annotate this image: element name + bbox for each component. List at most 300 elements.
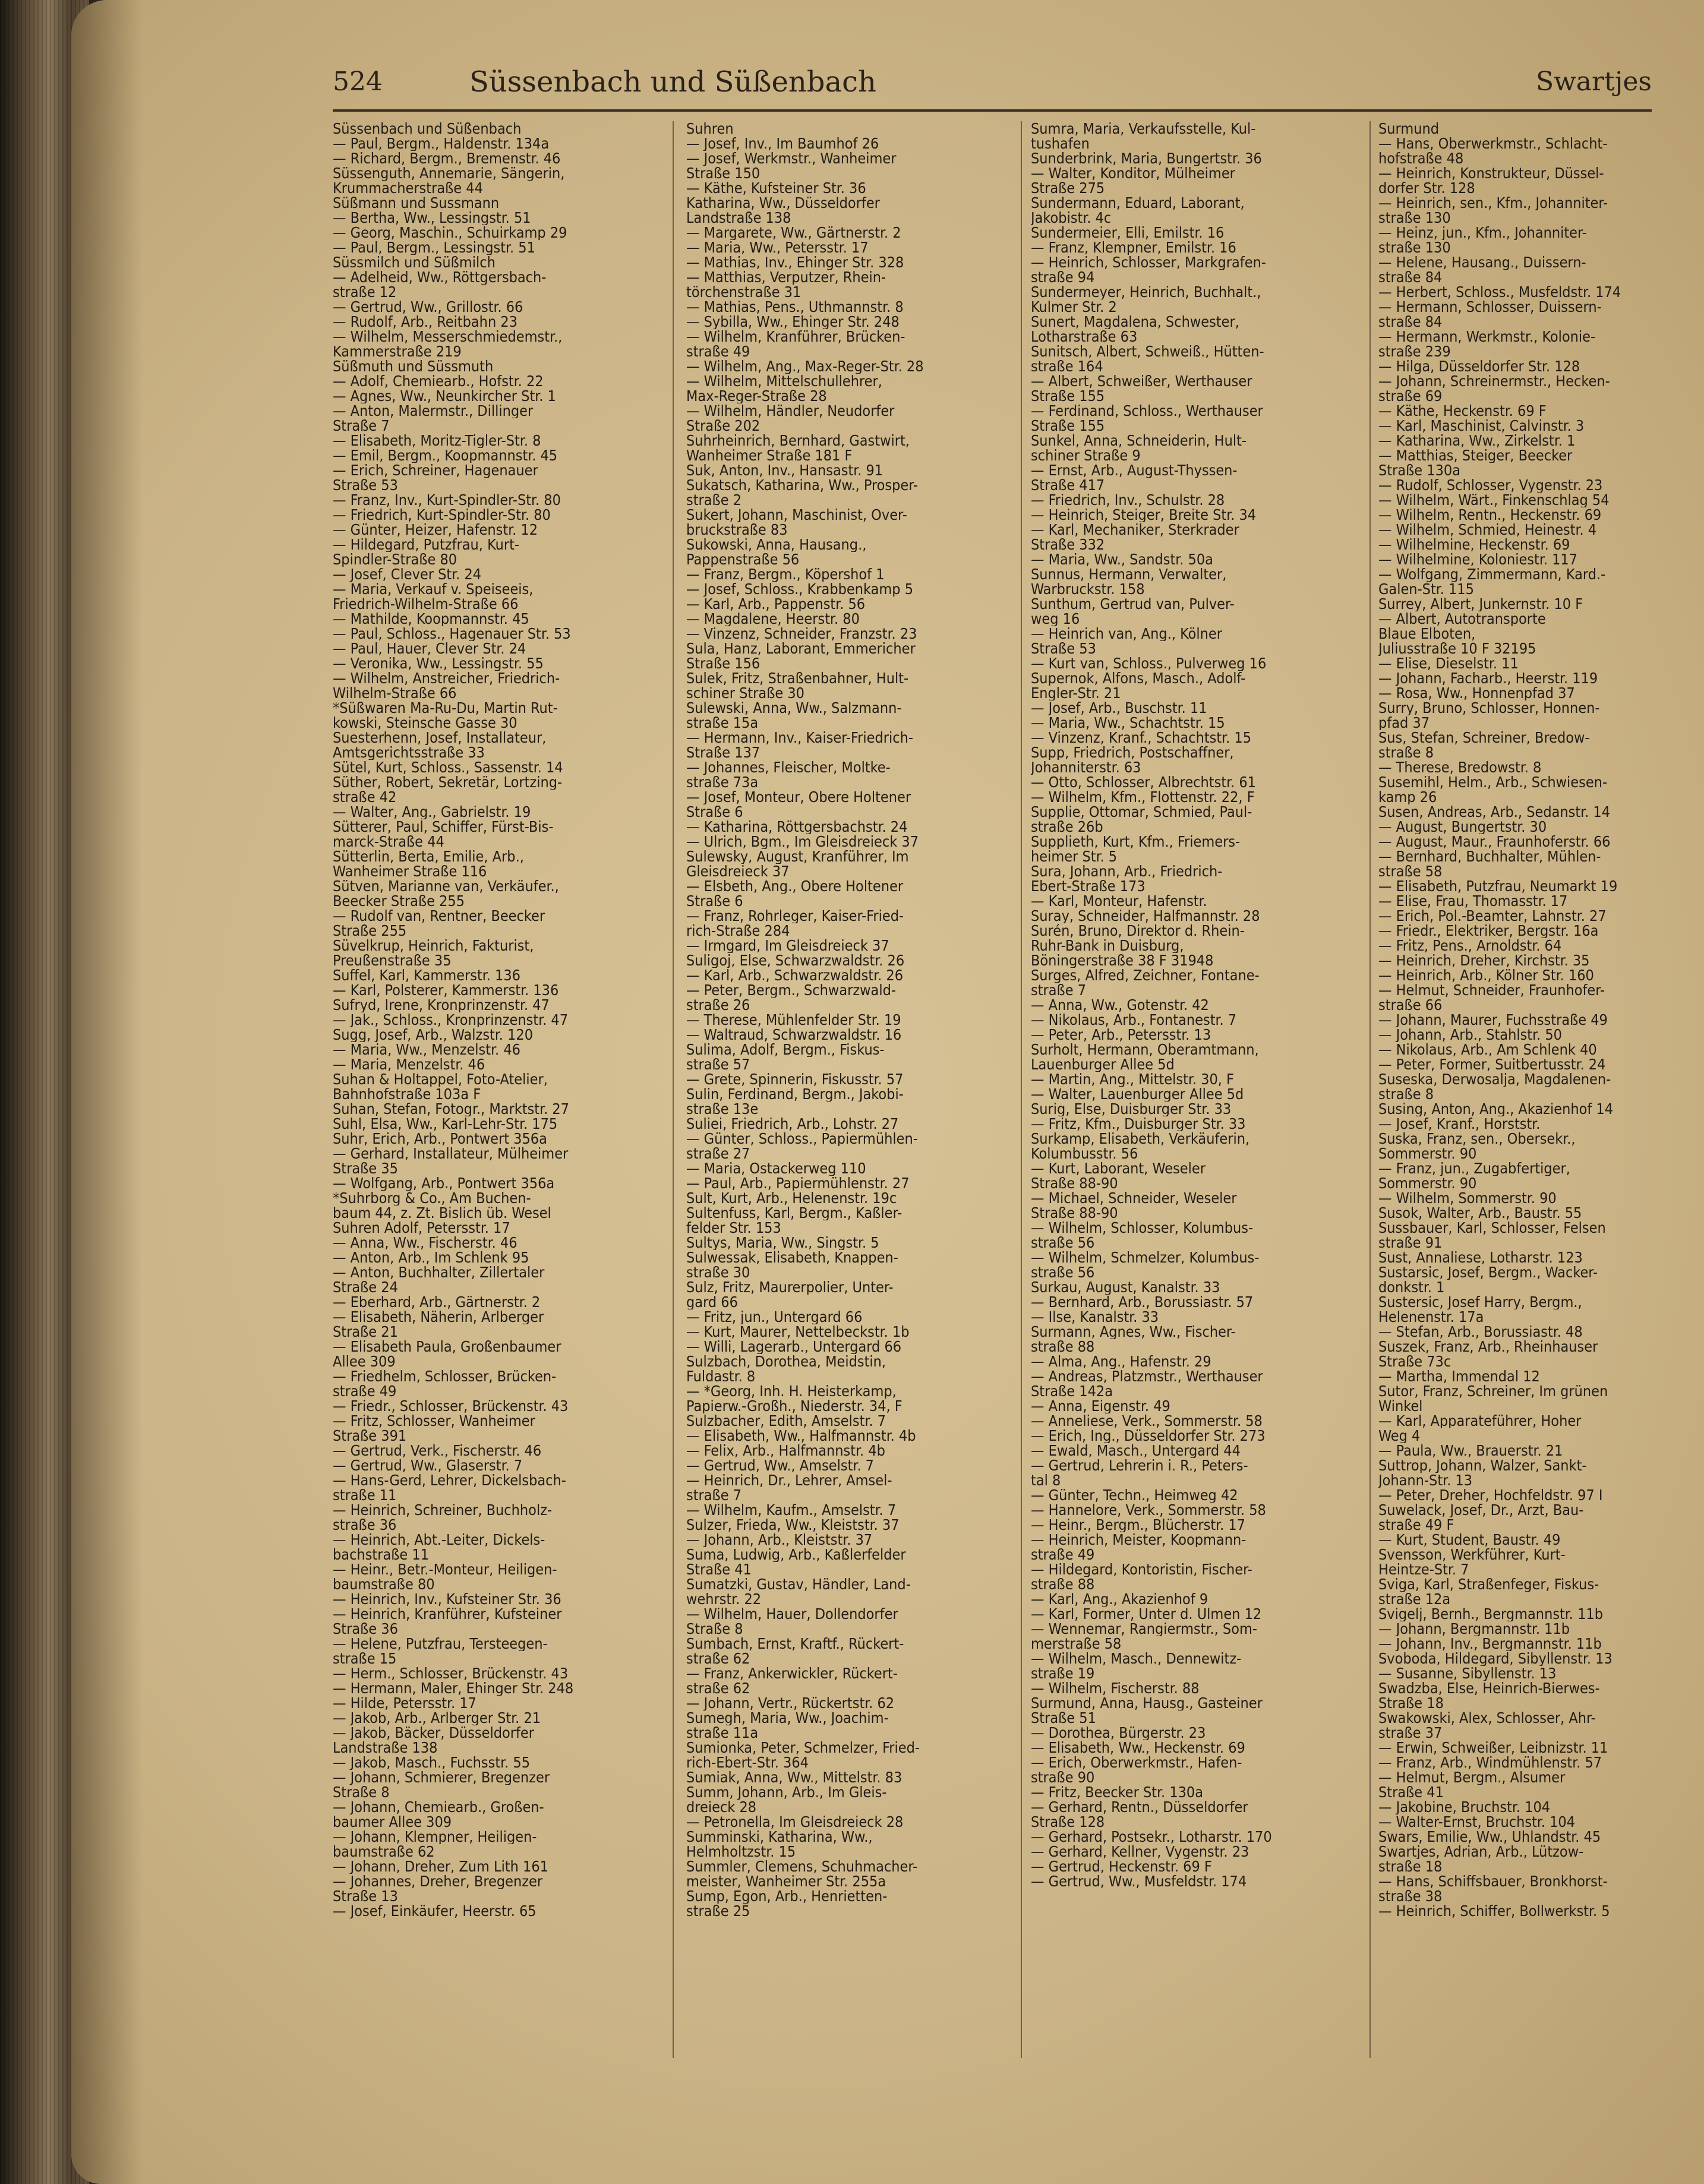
directory-line: straße 18	[1378, 1859, 1443, 1874]
directory-line: Sustarsic, Josef, Bergm., Wacker-	[1378, 1265, 1598, 1280]
directory-line: — Heinrich, Schlosser, Markgrafen-	[1031, 255, 1266, 270]
directory-line: straße 84	[1378, 314, 1443, 329]
directory-line: Jakobistr. 4c	[1031, 210, 1112, 225]
directory-line: Straße 18	[1378, 1696, 1444, 1710]
directory-line: — Anneliese, Verk., Sommerstr. 58	[1031, 1413, 1263, 1428]
directory-line: — *Georg, Inh. H. Heisterkamp,	[686, 1384, 897, 1399]
directory-line: — Wilhelm, Händler, Neudorfer	[686, 403, 895, 418]
directory-line: kamp 26	[1378, 790, 1437, 804]
directory-line: Winkel	[1378, 1399, 1423, 1413]
directory-line: — Albert, Schweißer, Werthauser	[1031, 374, 1252, 389]
directory-line: Preußenstraße 35	[333, 953, 452, 968]
directory-line: — Maria, Verkauf v. Speiseeis,	[333, 582, 534, 597]
directory-line: — Wolfgang, Arb., Pontwert 356a	[333, 1176, 555, 1191]
directory-line: straße 49	[686, 344, 750, 359]
directory-line: baum 44, z. Zt. Bislich üb. Wesel	[333, 1205, 551, 1220]
directory-line: Straße 202	[686, 418, 761, 433]
directory-line: dorfer Str. 128	[1378, 181, 1475, 195]
directory-line: — Bernhard, Arb., Borussiastr. 57	[1031, 1295, 1254, 1309]
directory-line: straße 36	[333, 1517, 397, 1532]
directory-line: straße 73a	[686, 775, 759, 790]
directory-line: Suhren	[686, 121, 734, 136]
directory-line: — Johann, Facharb., Heerstr. 119	[1378, 671, 1598, 686]
directory-line: — Anna, Ww., Gotenstr. 42	[1031, 998, 1209, 1012]
directory-line: — Hans, Oberwerkmstr., Schlacht-	[1378, 136, 1608, 151]
directory-line: — Martha, Immendal 12	[1378, 1369, 1540, 1384]
directory-line: straße 56	[1031, 1235, 1095, 1250]
directory-line: — Maria, Ww., Petersstr. 17	[686, 240, 869, 255]
directory-line: Ruhr-Bank in Duisburg,	[1031, 938, 1184, 953]
directory-line: Helmholtzstr. 15	[686, 1844, 796, 1859]
directory-line: — Georg, Maschin., Schuirkamp 29	[333, 225, 567, 240]
directory-line: marck-Straße 44	[333, 834, 444, 849]
directory-line: straße 8	[1378, 745, 1434, 760]
directory-line: Sviga, Karl, Straßenfeger, Fiskus-	[1378, 1577, 1599, 1592]
directory-line: straße 11a	[686, 1725, 759, 1740]
directory-line: — Hildegard, Kontoristin, Fischer-	[1031, 1562, 1252, 1577]
directory-line: Straße 128	[1031, 1814, 1105, 1829]
directory-line: — Karl, Arb., Pappenstr. 56	[686, 597, 866, 611]
directory-line: — Alma, Ang., Hafenstr. 29	[1031, 1354, 1211, 1369]
directory-line: — Josef, Inv., Im Baumhof 26	[686, 136, 879, 151]
directory-line: *Suhrborg & Co., Am Buchen-	[333, 1191, 531, 1205]
directory-line: — Elisabeth, Putzfrau, Neumarkt 19	[1378, 879, 1618, 894]
directory-line: — Johann, Klempner, Heiligen-	[333, 1829, 537, 1844]
directory-line: Suska, Franz, sen., Obersekr.,	[1378, 1131, 1576, 1146]
directory-line: — Johann, Arb., Stahlstr. 50	[1378, 1027, 1562, 1042]
directory-line: Suhrheinrich, Bernhard, Gastwirt,	[686, 433, 910, 448]
directory-line: — Johann, Schreinermstr., Hecken-	[1378, 374, 1610, 389]
directory-line: Surén, Bruno, Direktor d. Rhein-	[1031, 923, 1245, 938]
directory-line: weg 16	[1031, 611, 1080, 626]
directory-line: Sulzbacher, Edith, Amselstr. 7	[686, 1413, 886, 1428]
directory-line: — Ilse, Kanalstr. 33	[1031, 1309, 1159, 1324]
directory-line: Sunderbrink, Maria, Bungertstr. 36	[1031, 151, 1262, 166]
directory-line: Sütel, Kurt, Schloss., Sassenstr. 14	[333, 760, 563, 775]
directory-line: Suk, Anton, Inv., Hansastr. 91	[686, 463, 883, 478]
directory-line: straße 26	[686, 998, 750, 1012]
directory-line: Suffel, Karl, Kammerstr. 136	[333, 968, 520, 983]
directory-line: Sulek, Fritz, Straßenbahner, Hult-	[686, 671, 909, 686]
directory-line: — Karl, Mechaniker, Sterkrader	[1031, 522, 1239, 537]
directory-line: straße 69	[1378, 389, 1443, 403]
directory-line: Suseska, Derwosalja, Magdalenen-	[1378, 1072, 1611, 1087]
directory-line: Kolumbusstr. 56	[1031, 1146, 1138, 1161]
directory-line: straße 13e	[686, 1102, 759, 1116]
directory-line: — Mathias, Inv., Ehinger Str. 328	[686, 255, 904, 270]
directory-line: — Wilhelm, Hauer, Dollendorfer	[686, 1607, 898, 1621]
directory-line: — Kurt van, Schloss., Pulverweg 16	[1031, 656, 1267, 671]
directory-line: schiner Straße 30	[686, 686, 804, 700]
directory-line: meister, Wanheimer Str. 255a	[686, 1874, 886, 1889]
directory-line: — Matthias, Steiger, Beecker	[1378, 448, 1573, 463]
directory-line: — Sybilla, Ww., Ehinger Str. 248	[686, 314, 900, 329]
directory-line: — Elise, Frau, Thomasstr. 17	[1378, 894, 1568, 908]
directory-line: — Gerhard, Installateur, Mülheimer	[333, 1146, 569, 1161]
directory-line: — Matthias, Verputzer, Rhein-	[686, 270, 886, 285]
directory-line: — Heinrich, Arb., Kölner Str. 160	[1378, 968, 1594, 983]
directory-line: — Walter, Ang., Gabrielstr. 19	[333, 804, 531, 819]
directory-line: — Waltraud, Schwarzwaldstr. 16	[686, 1027, 902, 1042]
directory-line: — Maria, Ww., Sandstr. 50a	[1031, 552, 1213, 567]
directory-line: Sultys, Maria, Ww., Singstr. 5	[686, 1235, 879, 1250]
directory-line: Susing, Anton, Ang., Akazienhof 14	[1378, 1102, 1614, 1116]
directory-line: tal 8	[1031, 1473, 1061, 1488]
directory-line: — Wolfgang, Zimmermann, Kard.-	[1378, 567, 1606, 582]
directory-line: Sultenfuss, Karl, Bergm., Kaßler-	[686, 1205, 903, 1220]
directory-line: — Hermann, Werkmstr., Kolonie-	[1378, 329, 1596, 344]
page-header	[333, 67, 1652, 114]
directory-line: — Wilhelm, Kranführer, Brücken-	[686, 329, 905, 344]
directory-line: — Peter, Former, Suitbertusstr. 24	[1378, 1057, 1606, 1072]
directory-line: — Vinzenz, Schneider, Franzstr. 23	[686, 626, 917, 641]
directory-line: Allee 309	[333, 1354, 396, 1369]
directory-line: — Wilhelm, Kaufm., Amselstr. 7	[686, 1503, 897, 1517]
directory-line: — Erich, Ing., Düsseldorfer Str. 273	[1031, 1428, 1266, 1443]
directory-line: — Kurt, Student, Baustr. 49	[1378, 1532, 1561, 1547]
directory-line: pfad 37	[1378, 715, 1430, 730]
directory-line: — Karl, Monteur, Hafenstr.	[1031, 894, 1207, 908]
directory-line: Sommerstr. 90	[1378, 1176, 1477, 1191]
header-rule	[333, 109, 1652, 112]
directory-line: Summinski, Katharina, Ww.,	[686, 1829, 873, 1844]
directory-line: tushafen	[1031, 136, 1090, 151]
directory-line: schiner Straße 9	[1031, 448, 1141, 463]
directory-line: Straße 155	[1031, 389, 1105, 403]
directory-line: — Peter, Arb., Petersstr. 13	[1031, 1027, 1211, 1042]
directory-line: — Gertrud, Heckenstr. 69 F	[1031, 1859, 1212, 1874]
directory-column-1	[333, 121, 654, 2141]
directory-line: — Bernhard, Buchhalter, Mühlen-	[1378, 849, 1601, 864]
directory-line: straße 94	[1031, 270, 1095, 285]
column-divider	[1369, 121, 1371, 2058]
directory-line: Helenenstr. 17a	[1378, 1309, 1484, 1324]
directory-line: Sütterer, Paul, Schiffer, Fürst-Bis-	[333, 819, 554, 834]
directory-line: — Rudolf, Schlosser, Vygenstr. 23	[1378, 478, 1603, 493]
directory-line: — Wilhelm, Schmelzer, Kolumbus-	[1031, 1250, 1260, 1265]
directory-line: felder Str. 153	[686, 1220, 781, 1235]
directory-line: Süvelkrup, Heinrich, Fakturist,	[333, 938, 534, 953]
directory-line: straße 38	[1378, 1889, 1443, 1904]
directory-line: — Elisabeth, Moritz-Tigler-Str. 8	[333, 433, 541, 448]
directory-line: — Wilhelm, Mittelschullehrer,	[686, 374, 882, 389]
directory-line: — Johann, Arb., Kleiststr. 37	[686, 1532, 873, 1547]
directory-line: baumer Allee 309	[333, 1814, 452, 1829]
directory-line: Spindler-Straße 80	[333, 552, 457, 567]
directory-line: — Magdalene, Heerstr. 80	[686, 611, 860, 626]
directory-line: — Nikolaus, Arb., Fontanestr. 7	[1031, 1012, 1237, 1027]
directory-line: — Karl, Apparateführer, Hoher	[1378, 1413, 1582, 1428]
directory-line: — Felix, Arb., Halfmannstr. 4b	[686, 1443, 885, 1458]
directory-line: Straße 142a	[1031, 1384, 1113, 1399]
directory-line: Sunthum, Gertrud van, Pulver-	[1031, 597, 1235, 611]
directory-line: straße 25	[686, 1904, 750, 1918]
directory-line: — Emil, Bergm., Koopmannstr. 45	[333, 448, 558, 463]
header-catchword: Swartjes	[1535, 67, 1652, 97]
directory-line: straße 26b	[1031, 819, 1103, 834]
directory-line: — Therese, Bredowstr. 8	[1378, 760, 1542, 775]
directory-line: donkstr. 1	[1378, 1280, 1445, 1295]
directory-line: straße 62	[686, 1651, 750, 1666]
directory-line: — Walter, Lauenburger Allee 5d	[1031, 1087, 1244, 1102]
directory-line: Supernok, Alfons, Masch., Adolf-	[1031, 671, 1246, 686]
directory-line: — Gertrud, Verk., Fischerstr. 46	[333, 1443, 542, 1458]
directory-line: Sump, Egon, Arb., Henrietten-	[686, 1889, 888, 1904]
directory-line: — Heinr., Bergm., Blücherstr. 17	[1031, 1517, 1245, 1532]
directory-line: straße 91	[1378, 1235, 1443, 1250]
directory-line: Straße 8	[333, 1785, 390, 1800]
directory-line: Straße 36	[333, 1621, 398, 1636]
directory-line: Surrey, Albert, Junkernstr. 10 F	[1378, 597, 1583, 611]
directory-line: *Süßwaren Ma-Ru-Du, Martin Rut-	[333, 700, 558, 715]
directory-line: — Anna, Ww., Fischerstr. 46	[333, 1235, 517, 1250]
directory-line: — Erich, Oberwerkmstr., Hafen-	[1031, 1755, 1242, 1770]
directory-line: — Heinrich van, Ang., Kölner	[1031, 626, 1222, 641]
directory-line: — Heinrich, Abt.-Leiter, Dickels-	[333, 1532, 545, 1547]
directory-line: Sutor, Franz, Schreiner, Im grünen	[1378, 1384, 1608, 1399]
directory-line: — Heinrich, Meister, Koopmann-	[1031, 1532, 1247, 1547]
directory-line: Fuldastr. 8	[686, 1369, 756, 1384]
directory-line: kowski, Steinsche Gasse 30	[333, 715, 517, 730]
directory-line: Sütven, Marianne van, Verkäufer.,	[333, 879, 559, 894]
directory-line: — Gertrud, Ww., Amselstr. 7	[686, 1458, 874, 1473]
directory-line: Straße 88-90	[1031, 1176, 1118, 1191]
directory-line: — Peter, Bergm., Schwarzwald-	[686, 983, 896, 998]
directory-line: straße 88	[1031, 1577, 1095, 1592]
directory-line: — Josef, Monteur, Obere Holtener	[686, 790, 911, 804]
page-number: 524	[333, 67, 383, 97]
directory-line: — Rudolf, Arb., Reitbahn 23	[333, 314, 517, 329]
directory-line: Krummacherstraße 44	[333, 181, 483, 195]
directory-line: Süßmann und Sussmann	[333, 195, 500, 210]
directory-line: — Martin, Ang., Mittelstr. 30, F	[1031, 1072, 1234, 1087]
directory-line: — Franz, Klempner, Emilstr. 16	[1031, 240, 1236, 255]
directory-line: straße 130	[1378, 240, 1451, 255]
directory-line: — Herbert, Schloss., Musfeldstr. 174	[1378, 285, 1621, 299]
directory-line: Sulin, Ferdinand, Bergm., Jakobi-	[686, 1087, 904, 1102]
directory-line: Swadzba, Else, Heinrich-Bierwes-	[1378, 1681, 1600, 1696]
directory-line: — Paula, Ww., Brauerstr. 21	[1378, 1443, 1563, 1458]
directory-line: Straße 6	[686, 894, 743, 908]
directory-line: — Gertrud, Ww., Grillostr. 66	[333, 299, 523, 314]
directory-line: Sundermeyer, Heinrich, Buchhalt.,	[1031, 285, 1261, 299]
directory-line: Sunkel, Anna, Schneiderin, Hult-	[1031, 433, 1247, 448]
directory-line: Wanheimer Straße 181 F	[686, 448, 853, 463]
directory-line: — Karl, Maschinist, Calvinstr. 3	[1378, 418, 1585, 433]
directory-line: Heintze-Str. 7	[1378, 1562, 1469, 1577]
directory-line: — Johann, Schmierer, Bregenzer	[333, 1770, 550, 1785]
directory-line: Wanheimer Straße 116	[333, 864, 487, 879]
directory-line: straße 12	[333, 285, 397, 299]
directory-line: Surmund, Anna, Hausg., Gasteiner	[1031, 1696, 1263, 1710]
directory-line: Susen, Andreas, Arb., Sedanstr. 14	[1378, 804, 1611, 819]
directory-line: Süßmuth und Süssmuth	[333, 359, 494, 374]
directory-line: — Jakob, Masch., Fuchsstr. 55	[333, 1755, 531, 1770]
directory-line: Sustersic, Josef Harry, Bergm.,	[1378, 1295, 1582, 1309]
directory-line: — Helmut, Schneider, Fraunhofer-	[1378, 983, 1605, 998]
directory-line: Sumiak, Anna, Ww., Mittelstr. 83	[686, 1770, 903, 1785]
directory-line: Sura, Johann, Arb., Friedrich-	[1031, 864, 1223, 879]
directory-line: straße 164	[1031, 359, 1103, 374]
directory-line: — Ewald, Masch., Untergard 44	[1031, 1443, 1241, 1458]
directory-line: Straße 155	[1031, 418, 1105, 433]
directory-line: Landstraße 138	[333, 1740, 438, 1755]
directory-line: — Maria, Ostackerweg 110	[686, 1161, 866, 1176]
directory-line: rich-Ebert-Str. 364	[686, 1755, 809, 1770]
directory-line: — Maria, Menzelstr. 46	[333, 1057, 485, 1072]
directory-line: Sütterlin, Berta, Emilie, Arb.,	[333, 849, 524, 864]
directory-line: Surholt, Hermann, Oberamtmann,	[1031, 1042, 1259, 1057]
directory-line: — Gertrud, Ww., Musfeldstr. 174	[1031, 1874, 1247, 1889]
directory-line: — Hannelore, Verk., Sommerstr. 58	[1031, 1503, 1266, 1517]
directory-line: — Wilhelm, Ang., Max-Reger-Str. 28	[686, 359, 924, 374]
directory-line: — Heinrich, Steiger, Breite Str. 34	[1031, 507, 1257, 522]
directory-line: — Wennemar, Rangiermstr., Som-	[1031, 1621, 1258, 1636]
directory-line: — Wilhelm, Wärt., Finkenschlag 54	[1378, 493, 1610, 507]
directory-line: Sugg, Josef, Arb., Walzstr. 120	[333, 1027, 534, 1042]
directory-line: — Franz, Ankerwickler, Rückert-	[686, 1666, 898, 1681]
directory-line: Straße 53	[333, 478, 398, 493]
directory-line: Sommerstr. 90	[1378, 1146, 1477, 1161]
directory-line: — Gerhard, Postsekr., Lotharstr. 170	[1031, 1829, 1272, 1844]
directory-line: — Wilhelmine, Heckenstr. 69	[1378, 537, 1570, 552]
directory-line: — Franz, Arb., Windmühlenstr. 57	[1378, 1755, 1602, 1770]
directory-line: — Bertha, Ww., Lessingstr. 51	[333, 210, 531, 225]
directory-line: — Heinrich, Schreiner, Buchholz-	[333, 1503, 553, 1517]
directory-line: — Albert, Autotransporte	[1378, 611, 1546, 626]
directory-line: — Karl, Polsterer, Kammerstr. 136	[333, 983, 559, 998]
directory-line: — Nikolaus, Arb., Am Schlenk 40	[1378, 1042, 1597, 1057]
directory-line: Straße 35	[333, 1161, 398, 1176]
directory-line: — Paul, Arb., Papiermühlenstr. 27	[686, 1176, 910, 1191]
directory-line: — Elisabeth, Näherin, Arlberger	[333, 1309, 544, 1324]
directory-line: Straße 53	[1031, 641, 1096, 656]
directory-line: Suhl, Elsa, Ww., Karl-Lehr-Str. 175	[333, 1116, 558, 1131]
directory-line: — Hildegard, Putzfrau, Kurt-	[333, 537, 520, 552]
directory-line: straße 12a	[1378, 1592, 1451, 1607]
directory-line: — Josef, Kranf., Horststr.	[1378, 1116, 1541, 1131]
directory-line: — Stefan, Arb., Borussiastr. 48	[1378, 1324, 1583, 1339]
directory-line: — Jak., Schloss., Kronprinzenstr. 47	[333, 1012, 569, 1027]
directory-line: Sumionka, Peter, Schmelzer, Fried-	[686, 1740, 920, 1755]
directory-line: — Josef, Werkmstr., Wanheimer	[686, 151, 897, 166]
directory-line: Summ, Johann, Arb., Im Gleis-	[686, 1785, 887, 1800]
directory-line: rich-Straße 284	[686, 923, 790, 938]
directory-line: Katharina, Ww., Düsseldorfer	[686, 195, 880, 210]
directory-line: straße 57	[686, 1057, 750, 1072]
directory-line: — Käthe, Heckenstr. 69 F	[1378, 403, 1547, 418]
directory-line: — Fritz, jun., Untergard 66	[686, 1309, 863, 1324]
directory-line: — Anton, Malermstr., Dillinger	[333, 403, 534, 418]
directory-line: Straße 275	[1031, 181, 1105, 195]
directory-line: Sunitsch, Albert, Schweiß., Hütten-	[1031, 344, 1264, 359]
directory-line: — Hermann, Inv., Kaiser-Friedrich-	[686, 730, 913, 745]
directory-line: — Karl, Former, Unter d. Ulmen 12	[1031, 1607, 1262, 1621]
directory-line: Straße 391	[333, 1428, 407, 1443]
directory-line: Bahnhofstraße 103a F	[333, 1087, 481, 1102]
directory-line: Süssenguth, Annemarie, Sängerin,	[333, 166, 565, 181]
directory-line: — Fritz, Beecker Str. 130a	[1031, 1785, 1204, 1800]
directory-line: straße 56	[1031, 1265, 1095, 1280]
directory-line: — Maria, Ww., Schachtstr. 15	[1031, 715, 1225, 730]
directory-line: Suhr, Erich, Arb., Pontwert 356a	[333, 1131, 547, 1146]
directory-line: Lauenburger Allee 5d	[1031, 1057, 1175, 1072]
directory-line: Papierw.-Großh., Niederstr. 34, F	[686, 1399, 903, 1413]
directory-line: straße 90	[1031, 1770, 1095, 1785]
directory-line: — Fritz, Pens., Arnoldstr. 64	[1378, 938, 1562, 953]
directory-line: Suhren Adolf, Petersstr. 17	[333, 1220, 510, 1235]
directory-line: Suesterhenn, Josef, Installateur,	[333, 730, 547, 745]
directory-line: Suszek, Franz, Arb., Rheinhauser	[1378, 1339, 1598, 1354]
directory-line: Straße 417	[1031, 478, 1105, 493]
directory-line: straße 15	[333, 1651, 397, 1666]
directory-line: — Johannes, Fleischer, Moltke-	[686, 760, 891, 775]
directory-line: straße 42	[333, 790, 397, 804]
directory-line: Sumra, Maria, Verkaufsstelle, Kul-	[1031, 121, 1256, 136]
directory-column-2	[686, 121, 1007, 2141]
directory-line: straße 19	[1031, 1666, 1095, 1681]
directory-line: straße 58	[1378, 864, 1443, 879]
directory-line: — Jakobine, Bruchstr. 104	[1378, 1800, 1551, 1814]
directory-line: — Rudolf van, Rentner, Beecker	[333, 908, 545, 923]
directory-line: — August, Bungertstr. 30	[1378, 819, 1547, 834]
directory-line: hofstraße 48	[1378, 151, 1464, 166]
directory-line: — Günter, Schloss., Papiermühlen-	[686, 1131, 918, 1146]
directory-line: straße 37	[1378, 1725, 1443, 1740]
directory-line: Surig, Else, Duisburger Str. 33	[1031, 1102, 1232, 1116]
directory-line: — Wilhelm, Rentn., Heckenstr. 69	[1378, 507, 1602, 522]
directory-line: — Adolf, Chemiearb., Hofstr. 22	[333, 374, 544, 389]
directory-line: — Josef, Schloss., Krabbenkamp 5	[686, 582, 913, 597]
directory-line: — Margarete, Ww., Gärtnerstr. 2	[686, 225, 901, 240]
directory-line: — Richard, Bergm., Bremenstr. 46	[333, 151, 561, 166]
directory-line: Sula, Hanz, Laborant, Emmericher	[686, 641, 916, 656]
directory-line: Straße 130a	[1378, 463, 1460, 478]
directory-line: — Friedrich, Inv., Schulstr. 28	[1031, 493, 1225, 507]
directory-line: Sust, Annaliese, Lotharstr. 123	[1378, 1250, 1583, 1265]
directory-line: baumstraße 62	[333, 1844, 435, 1859]
directory-line: Sufryd, Irene, Kronprinzenstr. 47	[333, 998, 550, 1012]
directory-line: straße 66	[1378, 998, 1443, 1012]
directory-line: — Hans-Gerd, Lehrer, Dickelsbach-	[333, 1473, 566, 1488]
directory-line: Susemihl, Helm., Arb., Schwiesen-	[1378, 775, 1608, 790]
directory-line: — Fritz, Kfm., Duisburger Str. 33	[1031, 1116, 1246, 1131]
directory-line: Suhan & Holtappel, Foto-Atelier,	[333, 1072, 548, 1087]
directory-line: — Gertrud, Ww., Glaserstr. 7	[333, 1458, 523, 1473]
directory-line: — Heinz, jun., Kfm., Johanniter-	[1378, 225, 1587, 240]
directory-line: — Paul, Schloss., Hagenauer Str. 53	[333, 626, 571, 641]
directory-line: Straße 41	[1378, 1785, 1444, 1800]
directory-line: — Friedr., Elektriker, Bergstr. 16a	[1378, 923, 1599, 938]
directory-line: — Johann, Bergmannstr. 11b	[1378, 1621, 1570, 1636]
directory-line: — Jakob, Arb., Arlberger Str. 21	[333, 1710, 541, 1725]
directory-line: — Vinzenz, Kranf., Schachtstr. 15	[1031, 730, 1252, 745]
directory-line: straße 49	[1031, 1547, 1095, 1562]
directory-line: straße 239	[1378, 344, 1451, 359]
directory-line: straße 27	[686, 1146, 750, 1161]
directory-line: — Anna, Eigenstr. 49	[1031, 1399, 1170, 1413]
directory-line: — Heinrich, Dr., Lehrer, Amsel-	[686, 1473, 892, 1488]
directory-line: dreieck 28	[686, 1800, 757, 1814]
directory-line: — Andreas, Platzmstr., Werthauser	[1031, 1369, 1263, 1384]
directory-line: — Walter, Konditor, Mülheimer	[1031, 166, 1235, 181]
directory-line: — Eberhard, Arb., Gärtnerstr. 2	[333, 1295, 541, 1309]
directory-line: — Franz, Bergm., Köpershof 1	[686, 567, 885, 582]
directory-line: Johann-Str. 13	[1378, 1473, 1472, 1488]
directory-line: — Heinrich, Inv., Kufsteiner Str. 36	[333, 1592, 561, 1607]
directory-line: Sunnus, Hermann, Verwalter,	[1031, 567, 1227, 582]
directory-line: straße 49	[333, 1384, 397, 1399]
